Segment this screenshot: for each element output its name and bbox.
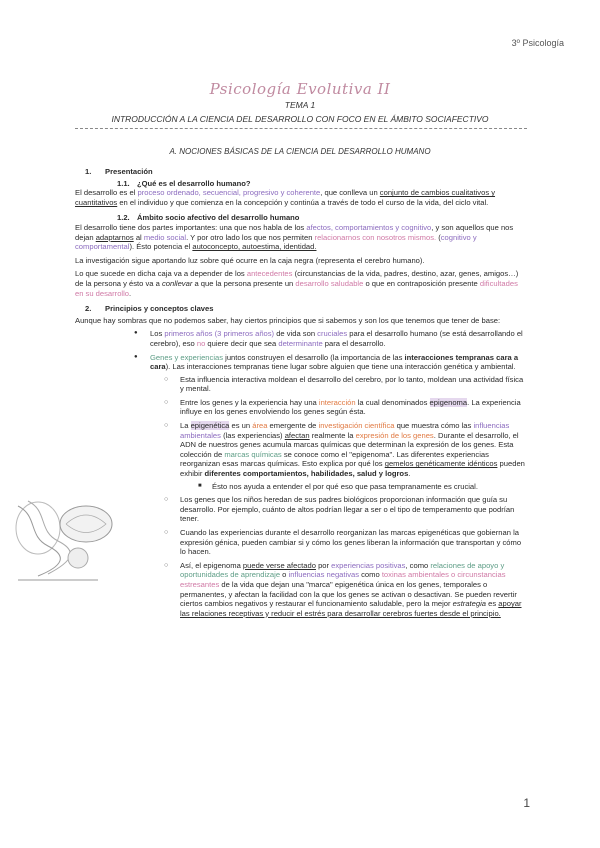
list-item: ● Genes y experiencias juntos construyen el desarrollo (la importancia de las interacciones tempranas cara a cara). Las interacciones tempranas tiene lugar sobre alguien que tiene una interacción genética y ambiental. ○ Esta influencia interactiva moldean el desarrollo del cerebro, por lo tanto, moldean una actividad física y mental. ○ Entre los genes y la experiencia hay una interacción la cual denominados epigenoma. La experiencia influye en los genes envolviendo los genes según ésta. ○ La epigenética es un área emergente de investigación científica que muestra cómo las influencias ambientales (las experiencias) afectan realmente la expresión de los genes. Durante el desarrollo, el ADN de nuestros genes acumula marcas químicas que determinan la expresión de los genes. Esta colección de marcas químicas se conoce como el "epigenoma". Las diferentes experiencias reorganizan esas marcas químicas. Esto explica por qué los gemelos genéticamente idénticos pueden exhibir diferentes comportamientos, habilidades, salud y logros. ■ Ésto nos ayuda a entender el por qué eso que pasa tempranamente es crucial. ○ Los genes que los niños heredan de sus padres biológicos proporcionan información que guía su desarrollo. Por ejemplo, cuánto de altos podrían llegar a ser o el tipo de temperamento que podrían tener. ○ Cuando las experiencias durante el desarrollo reorganizan las marcas epigenéticas que gobiernan la expresión génica, pueden cambiar si y cómo los genes liberan la información que transportan y cómo lo hacen. ○ Así, el epigenoma puede verse afectado por experiencias positivas, como relaciones de apoyo y oportunidades de aprendizaje o influencias negativas como toxinas ambientales o circunstancias estresantes de la vida que dejan una "marca" epigenética única en los genes, temporales o permanentes, y afectan la facilidad con la que los genes se activan o desactivan. Se pueden revertir ciertos cambios negativos y restaurar el funcionamiento saludable, pero la mejor estrategia es apoyar las relaciones receptivas y reducir el estrés para desarrollar cerebros fuertes desde el principio. <box>150 353 527 619</box>
paragraph-definition: El desarrollo es el proceso ordenado, secuencial, progresivo y coherente, que conlleva un conjunto de cambios cualitativos y cuantitativos en el individuo y que comienza en la concepción y continúa a través de todo el curso de la vida, del ciclo vital. <box>75 188 496 207</box>
epigenetics-illustration <box>8 486 123 586</box>
section-a-heading: A. NOCIONES BÁSICAS DE LA CIENCIA DEL DESARROLLO HUMANO <box>169 147 431 156</box>
paragraph-antecedentes: Lo que sucede en dicha caja va a depender de los antecedentes (circunstancias de la vida, padres, destino, azar, genes, amigos…) de la persona y ésto va a conllevar a que la persona presente un desarrollo saludable o que en contraposición presente dificultades en su desarrollo. <box>75 269 519 298</box>
page-number: 1 <box>523 796 530 810</box>
heading-2: 2. Principios y conceptos claves <box>85 304 214 314</box>
list-item: ■ Ésto nos ayuda a entender el por qué eso que pasa tempranamente es crucial. <box>212 482 527 492</box>
paragraph-principios-intro: Aunque hay sombras que no podemos saber, hay ciertos principios que si sabemos y son los que tenemos que tener de base: <box>75 315 501 325</box>
principles-list <box>75 329 527 618</box>
divider <box>75 128 527 129</box>
document-subtitle: INTRODUCCIÓN A LA CIENCIA DEL DESARROLLO CON FOCO EN EL ÁMBITO SOCIAFECTIVO <box>111 114 489 124</box>
heading-1: 1. Presentación <box>85 167 153 176</box>
paragraph-socioafectivo: El desarrollo tiene dos partes importantes: una que nos habla de los afectos, comportamientos y cognitivo, y son aquellos que nos dejan adaptarnos al medio social. Y por otro lado los que nos permiten relacionarnos con nosotros mismos. (cognitivo y comportamental). Ésto potencia el autoconcepto, autoestima, identidad. <box>75 222 514 252</box>
sub-sub-list <box>180 482 527 492</box>
tema-label: TEMA 1 <box>284 100 316 110</box>
list-item: ○ La epigenética es un área emergente de investigación científica que muestra cómo las influencias ambientales (las experiencias) afectan realmente la expresión de los genes. Durante el desarrollo, el ADN de nuestros genes acumula marcas químicas que determinan la expresión de los genes. Esta colección de marcas químicas se conoce como el "epigenoma". Las diferentes experiencias reorganizan esas marcas químicas. Esto explica por qué los gemelos genéticamente idénticos pueden exhibir diferentes comportamientos, habilidades, salud y logros. ■ Ésto nos ayuda a entender el por qué eso que pasa tempranamente es crucial. <box>180 421 527 491</box>
list-item: ○ Así, el epigenoma puede verse afectado por experiencias positivas, como relaciones de apoyo y oportunidades de aprendizaje o influencias negativas como toxinas ambientales o circunstancias estresantes de la vida que dejan una "marca" epigenética única en los genes, temporales o permanentes, y afectan la facilidad con la que los genes se activan o desactivan. Se pueden revertir ciertos cambios negativos y restaurar el funcionamiento saludable, pero la mejor estrategia es apoyar las relaciones receptivas y reducir el estrés para desarrollar cerebros fuertes desde el principio. <box>180 561 527 619</box>
course-label: 3º Psicología <box>511 38 564 48</box>
list-item: ○ Entre los genes y la experiencia hay una interacción la cual denominados epigenoma. La experiencia influye en los genes envolviendo los genes según ésta. <box>180 398 527 417</box>
document-body <box>75 167 527 622</box>
heading-1-2: 1.2. Ámbito socio afectivo del desarrollo humano <box>117 213 300 223</box>
list-item: ○ Cuando las experiencias durante el desarrollo reorganizan las marcas epigenéticas que gobiernan la expresión génica, pueden cambiar si y cómo los genes liberan la información que transportan y cómo lo hacen. <box>180 528 527 557</box>
list-item: ○ Esta influencia interactiva moldean el desarrollo del cerebro, por lo tanto, moldean una actividad física y mental. <box>180 375 527 394</box>
document-title: Psicología Evolutiva II <box>209 80 391 98</box>
paragraph-caja-negra: La investigación sigue aportando luz sobre qué ocurre en la caja negra (representa el cerebro humano). <box>75 255 425 265</box>
sub-list <box>150 375 527 619</box>
list-item: ○ Los genes que los niños heredan de sus padres biológicos proporcionan información que guía su desarrollo. Por ejemplo, cuánto de altos podrían llegar a ser o el tipo de temperamento que podrían tener. <box>180 495 527 524</box>
heading-1-1: 1.1. ¿Qué es el desarrollo humano? <box>117 178 251 188</box>
list-item: ● Los primeros años (3 primeros años) de vida son cruciales para el desarrollo humano (se está desarrollando el cerebro), eso no quiere decir que sea determinante para el desarrollo. <box>150 329 527 348</box>
